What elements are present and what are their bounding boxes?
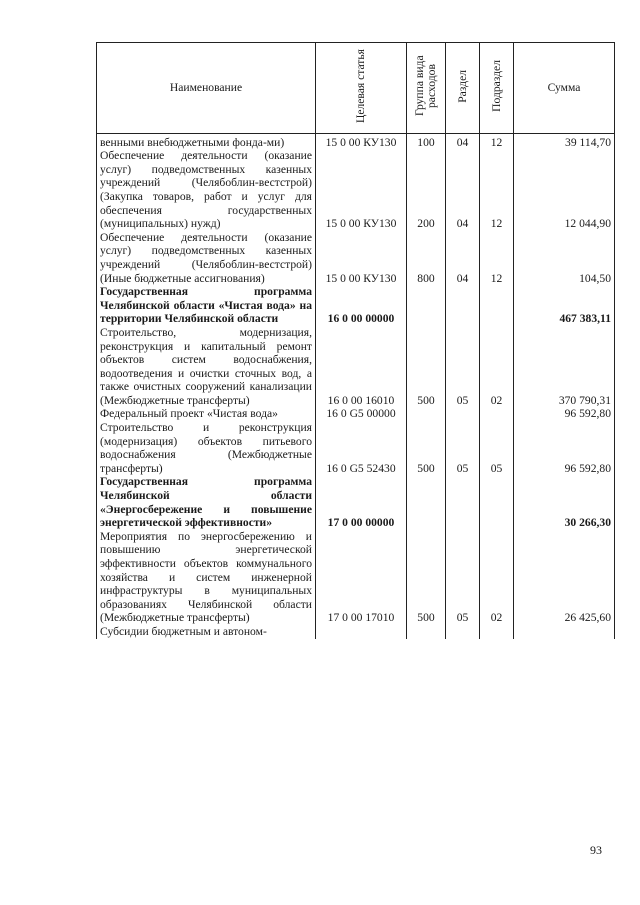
cell-name: Государственная программа Челябинской области «Энергосбережение и повышение энергетической эффективности» (97, 475, 316, 529)
cell-section: 04 (446, 133, 480, 149)
cell-section: 04 (446, 149, 480, 231)
header-expense-group-label: Группа вида расходов (413, 55, 438, 117)
cell-subsection: 02 (480, 326, 514, 408)
cell-name: Федеральный проект «Чистая вода» (97, 407, 316, 421)
cell-section (446, 285, 480, 326)
cell-target-article (316, 625, 407, 639)
cell-sum (514, 625, 615, 639)
cell-name: Обеспечение деятельности (оказание услуг) подведомственных казенных учреждений (Челябоблин-вестстрой) (Иные бюджетные ассигнования) (97, 231, 316, 285)
header-expense-group (407, 43, 446, 134)
cell-sum: 96 592,80 (514, 421, 615, 475)
header-section (446, 43, 480, 134)
cell-sum: 26 425,60 (514, 530, 615, 625)
table-row (97, 475, 615, 529)
header-subsection (480, 43, 514, 134)
cell-sum: 12 044,90 (514, 149, 615, 231)
table-row (97, 285, 615, 326)
cell-section (446, 625, 480, 639)
cell-expense-group: 500 (407, 530, 446, 625)
cell-section: 05 (446, 326, 480, 408)
cell-name: Государственная программа Челябинской области «Чистая вода» на территории Челябинской области (97, 285, 316, 326)
cell-name: венными внебюджетными фонда-ми) (97, 133, 316, 149)
cell-name: Строительство и реконструкция (модернизация) объектов питьевого водоснабжения (Межбюджетные трансферты) (97, 421, 316, 475)
cell-expense-group (407, 475, 446, 529)
budget-table (96, 42, 615, 639)
cell-section (446, 407, 480, 421)
header-target-article (316, 43, 407, 134)
table-row (97, 530, 615, 625)
cell-name: Субсидии бюджетным и автоном- (97, 625, 316, 639)
cell-target-article: 15 0 00 КУ130 (316, 149, 407, 231)
header-target-article-label: Целевая статья (354, 48, 367, 124)
cell-subsection: 12 (480, 231, 514, 285)
cell-sum: 30 266,30 (514, 475, 615, 529)
table-row (97, 421, 615, 475)
cell-expense-group (407, 285, 446, 326)
page-number: 93 (590, 843, 602, 857)
cell-section: 05 (446, 530, 480, 625)
table-row (97, 407, 615, 421)
cell-name: Строительство, модернизация, реконструкция и капитальный ремонт объектов систем водоснабжения, водоотведения и очистки сточных вод, а также очистных сооружений канализации (Межбюджетные трансферты) (97, 326, 316, 408)
cell-subsection: 12 (480, 149, 514, 231)
cell-section: 04 (446, 231, 480, 285)
cell-subsection: 12 (480, 133, 514, 149)
header-row (97, 43, 615, 134)
cell-expense-group: 800 (407, 231, 446, 285)
cell-target-article: 16 0 00 00000 (316, 285, 407, 326)
cell-target-article: 15 0 00 КУ130 (316, 231, 407, 285)
cell-target-article: 16 0 G5 52430 (316, 421, 407, 475)
cell-subsection: 02 (480, 530, 514, 625)
cell-subsection (480, 407, 514, 421)
cell-subsection: 05 (480, 421, 514, 475)
cell-section (446, 475, 480, 529)
cell-target-article: 16 0 00 16010 (316, 326, 407, 408)
cell-target-article: 16 0 G5 00000 (316, 407, 407, 421)
cell-expense-group: 200 (407, 149, 446, 231)
cell-expense-group: 500 (407, 421, 446, 475)
table-row (97, 625, 615, 639)
cell-expense-group: 100 (407, 133, 446, 149)
cell-sum: 39 114,70 (514, 133, 615, 149)
cell-subsection (480, 475, 514, 529)
cell-subsection (480, 285, 514, 326)
cell-target-article: 15 0 00 КУ130 (316, 133, 407, 149)
cell-target-article: 17 0 00 17010 (316, 530, 407, 625)
cell-subsection (480, 625, 514, 639)
table-row (97, 231, 615, 285)
table-row (97, 133, 615, 149)
cell-sum: 370 790,31 (514, 326, 615, 408)
header-section-label: Раздел (455, 69, 469, 103)
header-name: Наименование (97, 43, 316, 134)
cell-expense-group: 500 (407, 326, 446, 408)
cell-expense-group (407, 625, 446, 639)
cell-sum: 104,50 (514, 231, 615, 285)
cell-sum: 467 383,11 (514, 285, 615, 326)
table-row (97, 326, 615, 408)
table-row (97, 149, 615, 231)
cell-expense-group (407, 407, 446, 421)
header-sum: Сумма (514, 43, 615, 134)
cell-sum: 96 592,80 (514, 407, 615, 421)
cell-name: Мероприятия по энергосбережению и повышению энергетической эффективности объектов коммунального хозяйства и систем инженерной инфраструктуры в муниципальных образованиях Челябинской области (Межбюджетные трансферты) (97, 530, 316, 625)
cell-target-article: 17 0 00 00000 (316, 475, 407, 529)
cell-name: Обеспечение деятельности (оказание услуг) подведомственных казенных учреждений (Челябоблин-вестстрой) (Закупка товаров, работ и услуг для обеспечения государственных (муниципальных) нужд) (97, 149, 316, 231)
header-subsection-label: Подраздел (489, 60, 503, 112)
cell-section: 05 (446, 421, 480, 475)
